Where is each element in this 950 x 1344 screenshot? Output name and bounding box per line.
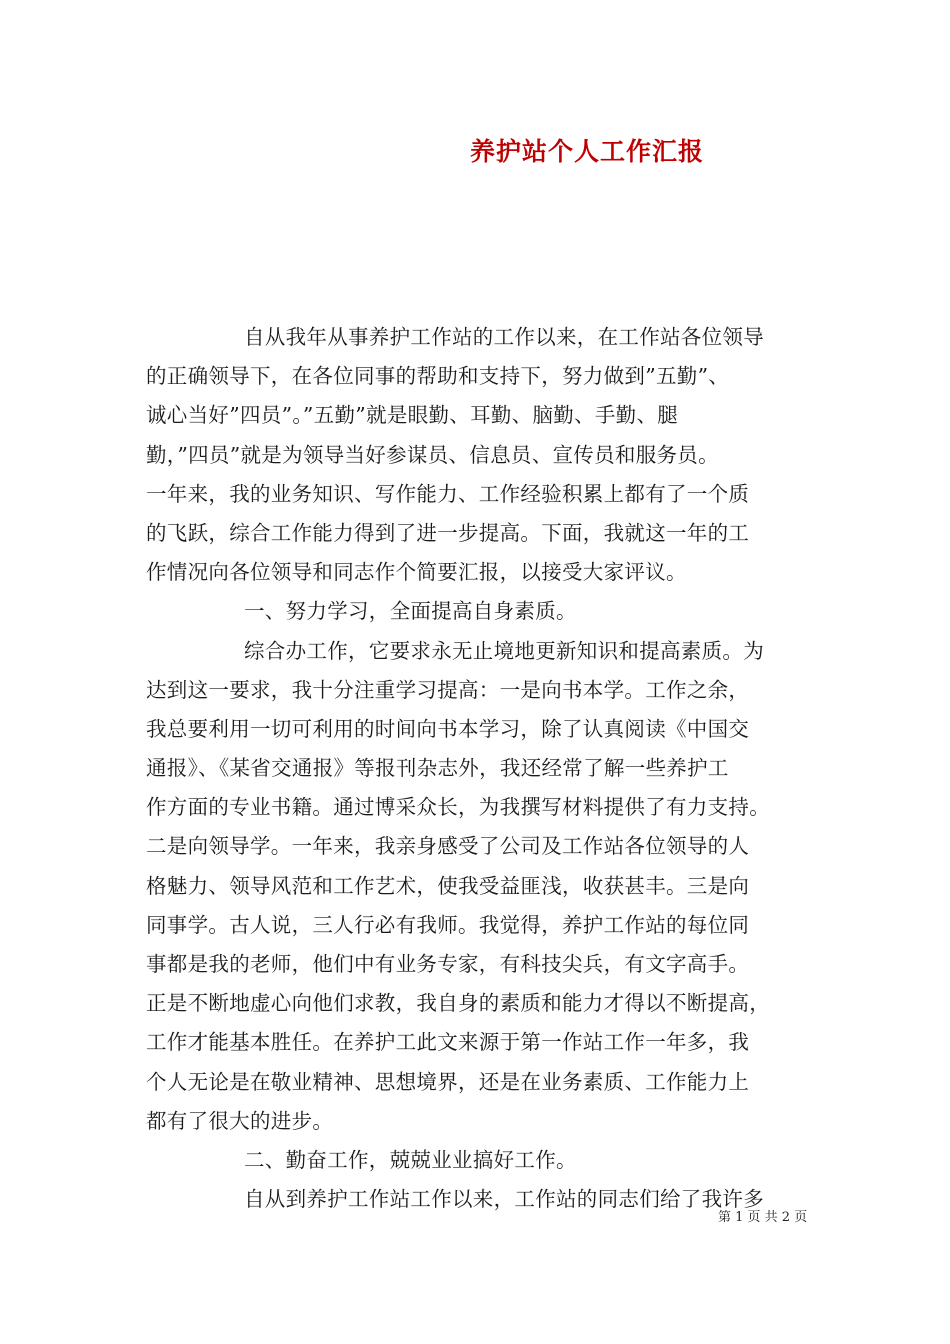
- text-line: 个人无论是在敬业精神、思想境界，还是在业务素质、工作能力上: [146, 1069, 750, 1094]
- text-line: 达到这一要求，我十分注重学习提高：一是向书本学。工作之余，: [146, 677, 750, 702]
- text-line: 自从我年从事养护工作站的工作以来，在工作站各位领导: [244, 325, 764, 349]
- document-body: [146, 318, 814, 1219]
- text-line: 二、勤奋工作，兢兢业业搞好工作。: [244, 1147, 577, 1172]
- text-line: 诚心当好”四员”。”五勤”就是眼勤、耳勤、脑勤、手勤、腿: [146, 403, 679, 428]
- text-line: 一、努力学习，全面提高自身素质。: [244, 599, 577, 624]
- text-line: 都有了很大的进步。: [146, 1108, 334, 1133]
- document-title: 养护站个人工作汇报: [470, 137, 705, 166]
- text-line: 自从到养护工作站工作以来，工作站的同志们给了我许多: [244, 1187, 764, 1212]
- text-line: 通报》、《某省交通报》等报刊杂志外，我还经常了解一些养护工: [146, 756, 729, 781]
- text-line: 工作才能基本胜任。在养护工此文来源于第一作站工作一年多，我: [146, 1030, 750, 1055]
- page-footer: 第 1 页 共 2 页: [718, 1210, 808, 1225]
- text-line: 同事学。古人说，三人行必有我师。我觉得，养护工作站的每位同: [146, 912, 750, 937]
- text-line: 作情况向各位领导和同志作个简要汇报，以接受大家评议。: [146, 560, 687, 585]
- text-line: 我总要利用一切可利用的时间向书本学习，除了认真阅读《中国交: [146, 716, 750, 741]
- text-line: 二是向领导学。一年来，我亲身感受了公司及工作站各位领导的人: [146, 834, 750, 859]
- text-line: 的飞跃，综合工作能力得到了进一步提高。下面，我就这一年的工: [146, 520, 750, 545]
- text-line: 的正确领导下，在各位同事的帮助和支持下，努力做到”五勤”、: [146, 364, 730, 389]
- text-line: 综合办工作，它要求永无止境地更新知识和提高素质。为: [244, 638, 764, 663]
- text-line: 事都是我的老师，他们中有业务专家，有科技尖兵，有文字高手。: [146, 952, 750, 976]
- text-line: 格魅力、领导风范和工作艺术，使我受益匪浅，收获甚丰。三是向: [146, 873, 750, 898]
- text-line: 正是不断地虚心向他们求教，我自身的素质和能力才得以不断提高，: [146, 991, 770, 1016]
- text-line: 作方面的专业书籍。通过博采众长，为我撰写材料提供了有力支持。: [146, 795, 770, 820]
- text-line: 勤，”四员”就是为领导当好参谋员、信息员、宣传员和服务员。: [146, 442, 719, 467]
- text-line: 一年来，我的业务知识、写作能力、工作经验积累上都有了一个质: [146, 481, 750, 506]
